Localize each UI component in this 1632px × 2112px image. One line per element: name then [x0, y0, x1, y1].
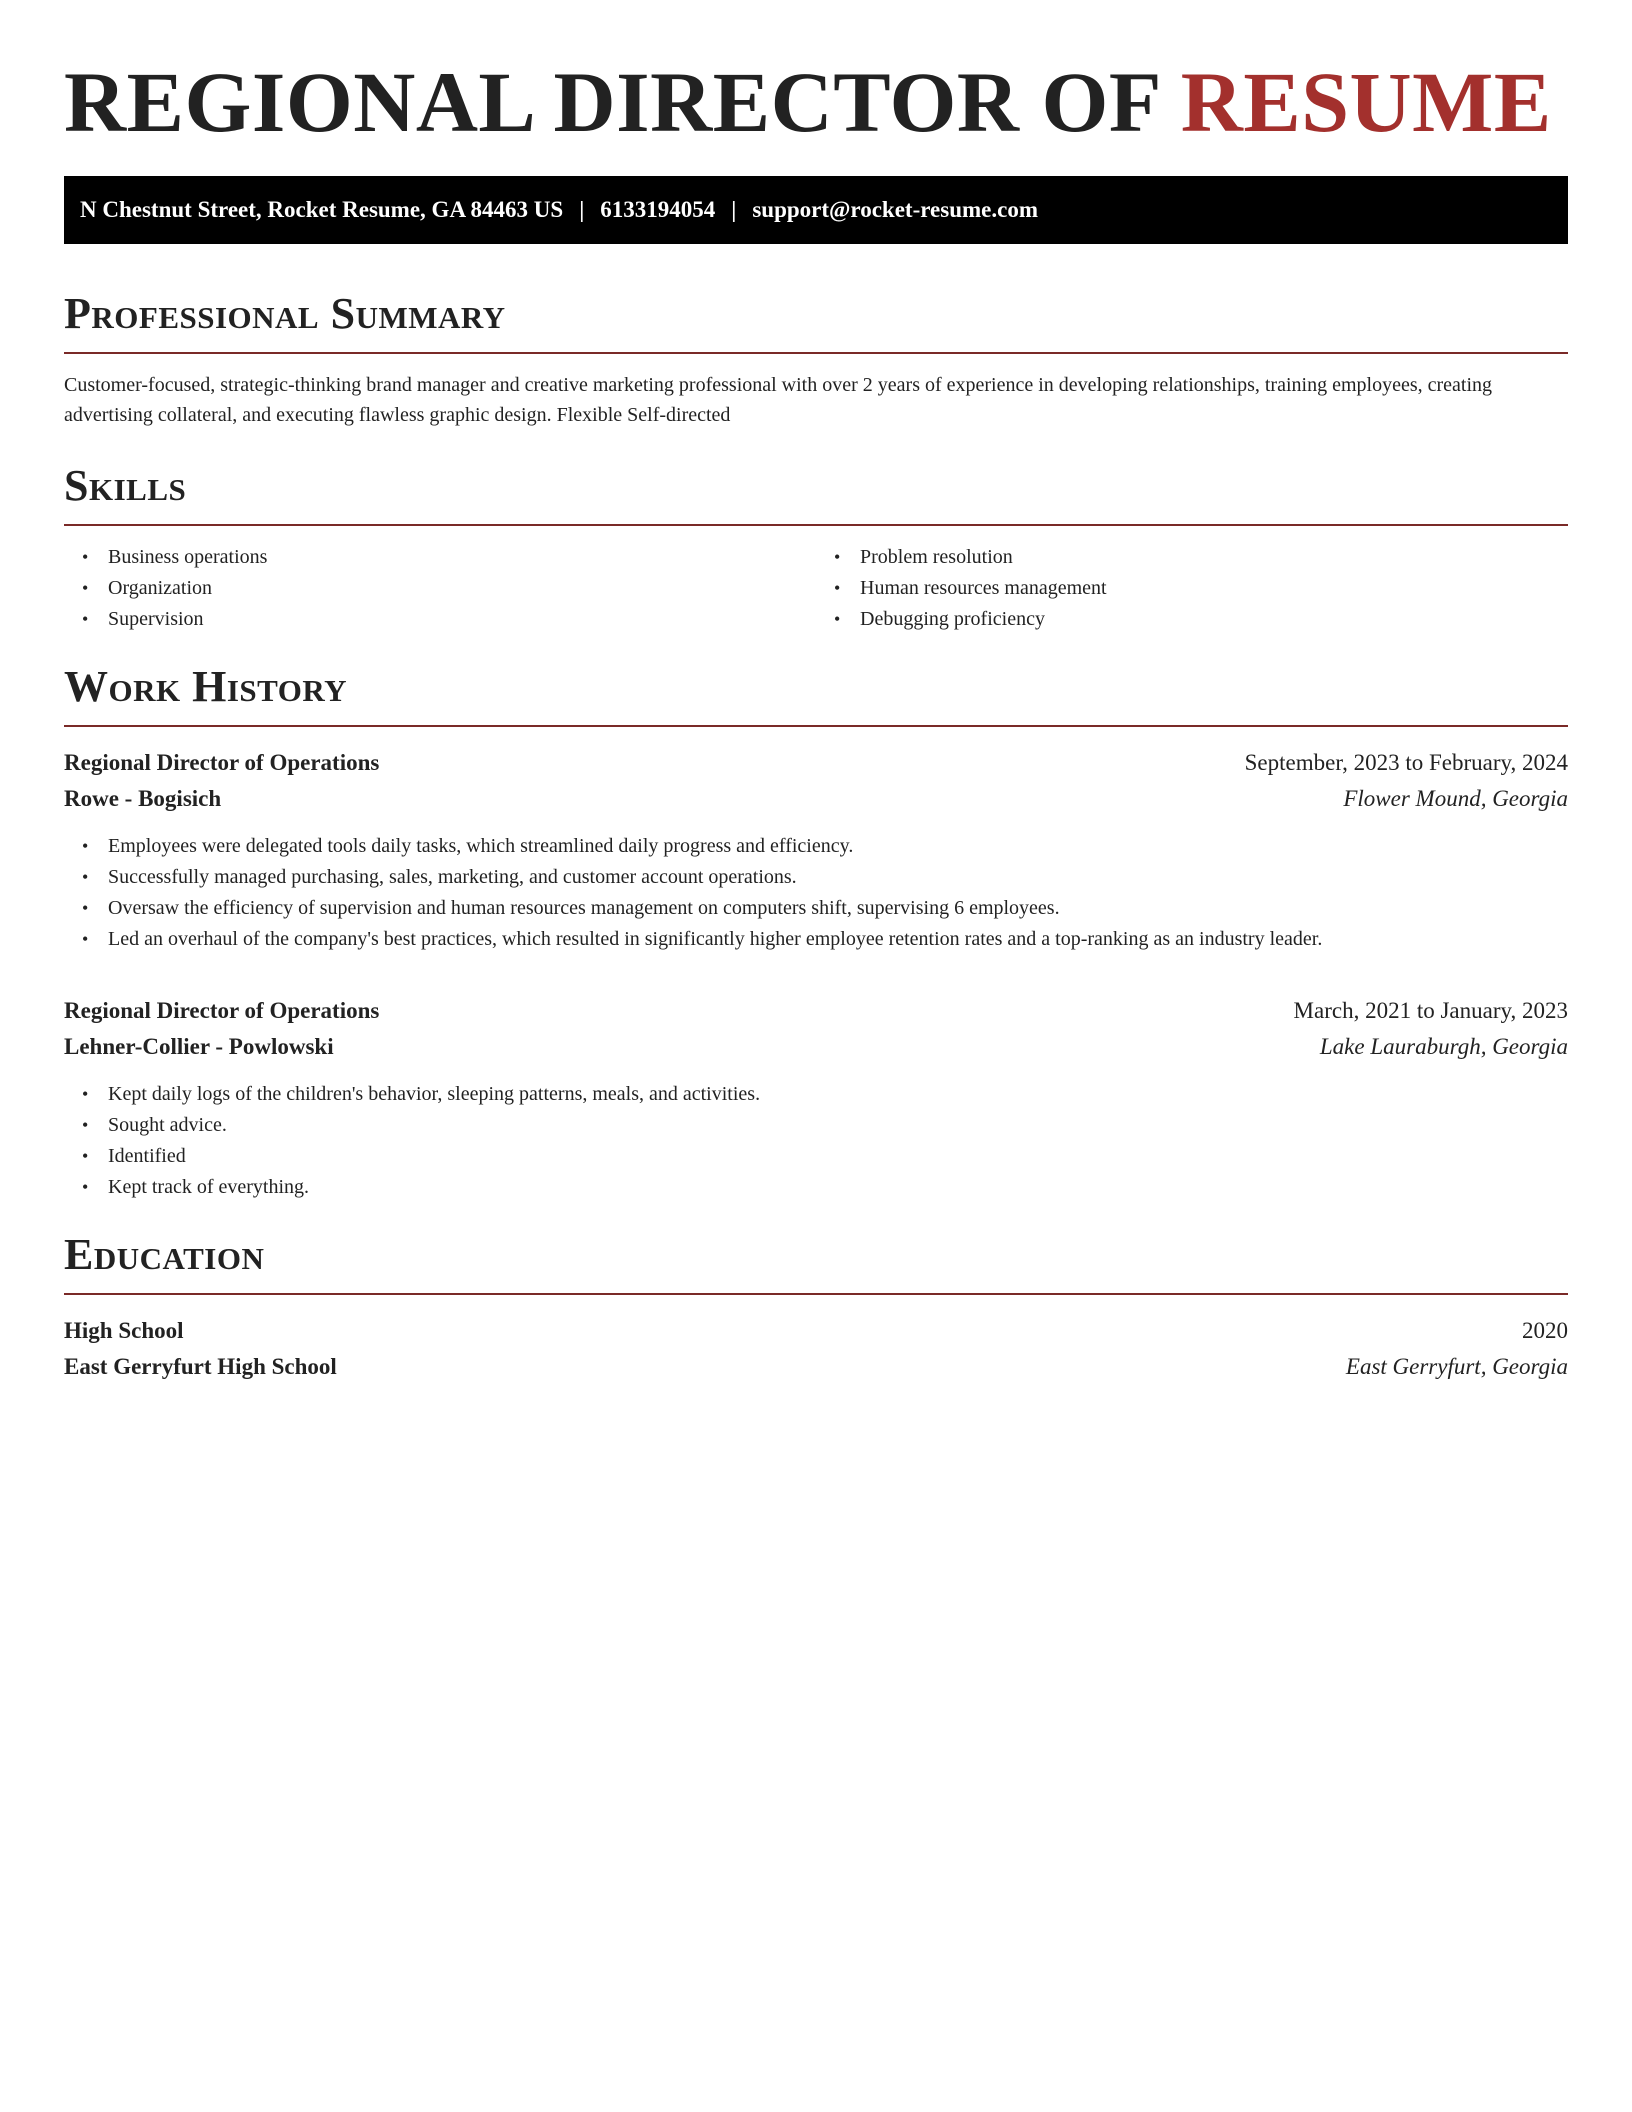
- section-divider: [64, 725, 1568, 727]
- job-company: Lehner-Collier - Powlowski: [64, 1034, 334, 1059]
- job-header-row: [64, 993, 1568, 1029]
- summary-heading: Professional Summary: [64, 289, 506, 338]
- title-main: REGIONAL DIRECTOR OF: [64, 54, 1159, 150]
- job-location: Lake Lauraburgh, Georgia: [1319, 1034, 1568, 1059]
- section-divider: [64, 352, 1568, 354]
- contact-phone: 6133194054: [600, 197, 716, 222]
- education-school: East Gerryfurt High School: [64, 1354, 337, 1379]
- contact-address: N Chestnut Street, Rocket Resume, GA 84463 US: [80, 197, 564, 222]
- job-bullet: • Led an overhaul of the company's best practices, which resulted in significantly higher employee retention rates and a top-ranking as an industry leader.: [108, 924, 1568, 955]
- job-bullets: [64, 1079, 1568, 1203]
- education-section: [64, 1229, 1568, 1385]
- skills-list: [64, 542, 1568, 635]
- job-bullet: • Identified: [108, 1141, 1568, 1172]
- skills-section: [64, 460, 1568, 635]
- job-entry: [64, 745, 1568, 955]
- skill-item: • Human resources management: [860, 573, 1568, 604]
- contact-separator: |: [731, 197, 737, 222]
- title-accent: RESUME: [1180, 54, 1552, 150]
- summary-section: [64, 288, 1568, 430]
- job-company: Rowe - Bogisich: [64, 786, 222, 811]
- education-entry: [64, 1313, 1568, 1385]
- job-dates: March, 2021 to January, 2023: [1293, 998, 1568, 1023]
- job-bullet: • Successfully managed purchasing, sales, marketing, and customer account operations.: [108, 862, 1568, 893]
- job-bullet: • Oversaw the efficiency of supervision and human resources management on computers shift, supervising 6 employees.: [108, 893, 1568, 924]
- education-school-row: [64, 1349, 1568, 1385]
- job-location: Flower Mound, Georgia: [1343, 786, 1568, 811]
- work-section: [64, 661, 1568, 1203]
- education-location: East Gerryfurt, Georgia: [1345, 1354, 1568, 1379]
- education-year: 2020: [1522, 1318, 1568, 1343]
- skill-item: • Supervision: [108, 604, 816, 635]
- work-heading: Work History: [64, 662, 348, 711]
- contact-email: support@rocket-resume.com: [752, 197, 1038, 222]
- job-bullets: [64, 831, 1568, 955]
- job-bullet: • Employees were delegated tools daily tasks, which streamlined daily progress and efficiency.: [108, 831, 1568, 862]
- contact-separator: |: [579, 197, 585, 222]
- skill-item: • Problem resolution: [860, 542, 1568, 573]
- job-title: Regional Director of Operations: [64, 998, 380, 1023]
- job-bullet: • Sought advice.: [108, 1110, 1568, 1141]
- job-entry: [64, 993, 1568, 1203]
- job-bullet: • Kept daily logs of the children's behavior, sleeping patterns, meals, and activities.: [108, 1079, 1568, 1110]
- education-header-row: [64, 1313, 1568, 1349]
- skill-item: • Business operations: [108, 542, 816, 573]
- job-dates: September, 2023 to February, 2024: [1244, 750, 1568, 775]
- job-header-row: [64, 745, 1568, 781]
- job-company-row: [64, 781, 1568, 817]
- skill-item: • Organization: [108, 573, 816, 604]
- contact-bar: [64, 176, 1568, 244]
- skill-item: • Debugging proficiency: [860, 604, 1568, 635]
- job-company-row: [64, 1029, 1568, 1065]
- section-divider: [64, 1293, 1568, 1295]
- summary-text: Customer-focused, strategic-thinking brand manager and creative marketing professional with over 2 years of experience in developing relationships, training employees, creating advertising collateral, and executing flawless graphic design. Flexible Self-directed: [64, 374, 1493, 426]
- education-heading: Education: [64, 1230, 265, 1279]
- skills-column-right: [816, 542, 1568, 635]
- skills-heading: Skills: [64, 461, 187, 510]
- job-title: Regional Director of Operations: [64, 750, 380, 775]
- skills-column-left: [64, 542, 816, 635]
- job-bullet: • Kept track of everything.: [108, 1172, 1568, 1203]
- education-degree: High School: [64, 1318, 184, 1343]
- section-divider: [64, 524, 1568, 526]
- resume-title: [64, 0, 1568, 152]
